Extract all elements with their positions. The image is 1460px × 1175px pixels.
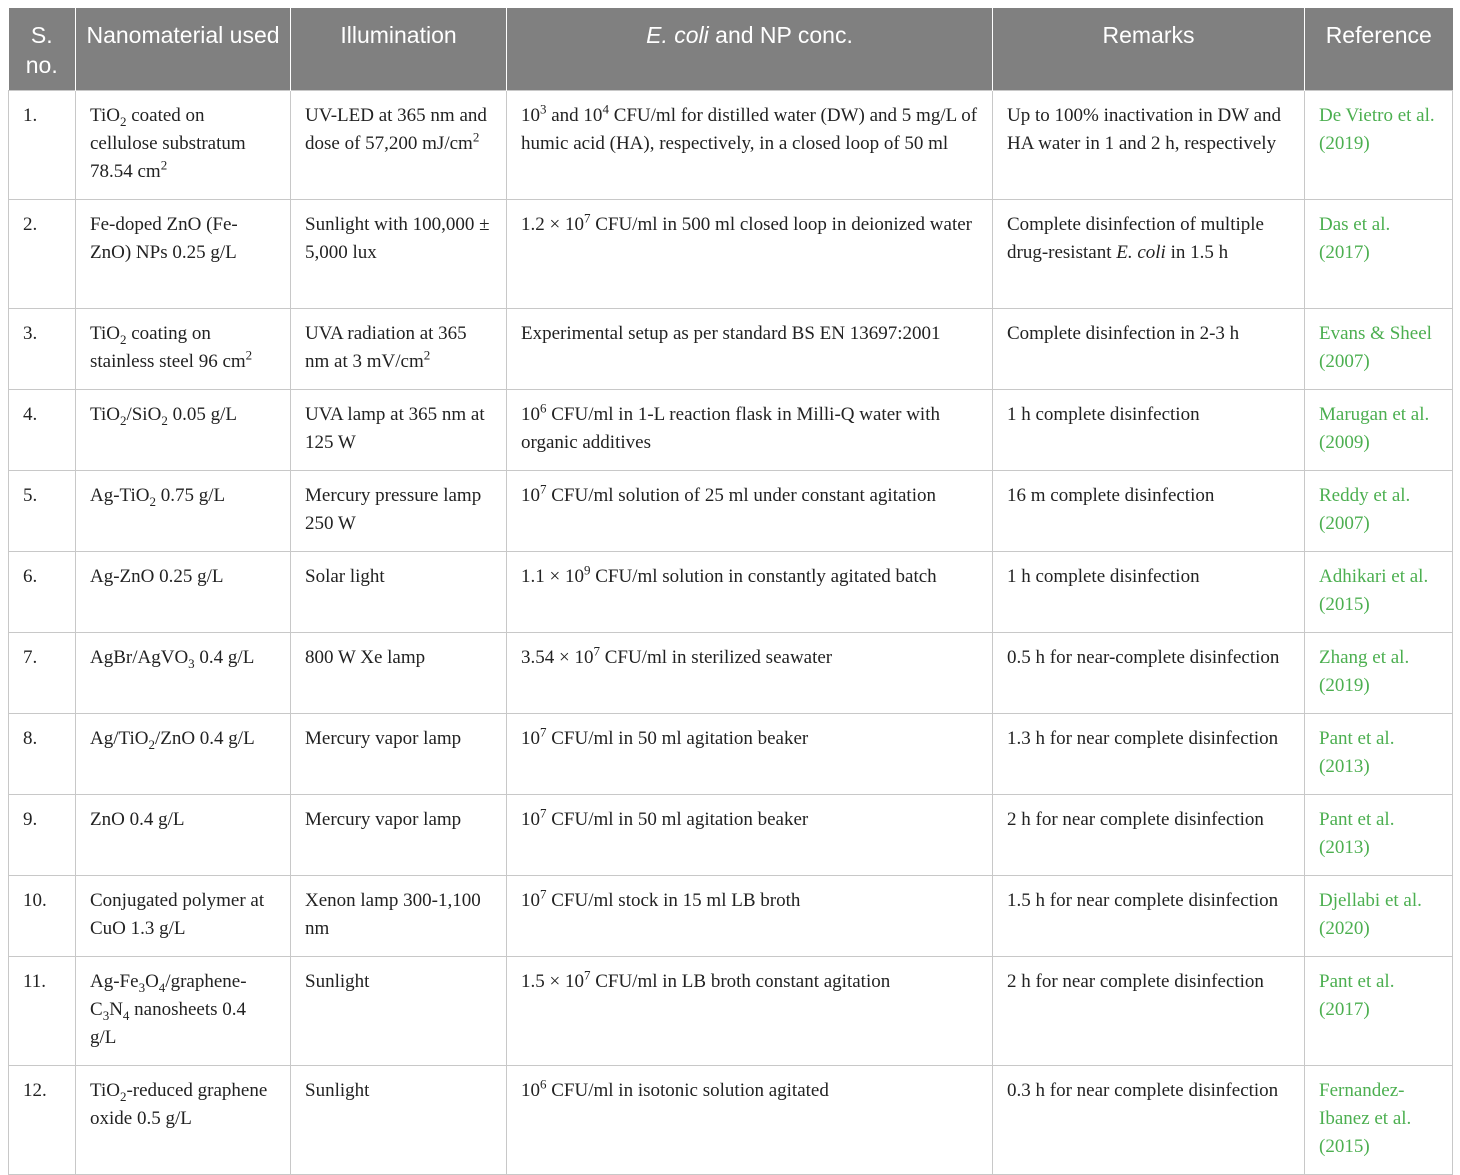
subscript: 2 [161,412,168,428]
cell-concentration: $10^7$ CFU/ml in 50 ml agitation beaker [507,714,993,795]
cell-illumination: Xenon lamp 300-1,100 nm [291,876,507,957]
cell-remarks: 0.5 h for near-complete disinfection [993,633,1305,714]
superscript: 4 [602,101,609,117]
cell-reference[interactable]: Adhikari et al. (2015) [1305,552,1453,633]
cell-concentration: $1.1 \times 10^9$ CFU/ml solution in constantly agitated batch [507,552,993,633]
cell-reference[interactable]: Evans & Sheel (2007) [1305,309,1453,390]
cell-illumination: Solar light [291,552,507,633]
cell-sno: 6. [9,552,76,633]
cell-sno: 10. [9,876,76,957]
superscript: 2 [245,347,253,363]
cell-nanomaterial: TiO$_2$/SiO$_2$ 0.05 g/L [76,390,291,471]
cell-concentration: $10^6$ CFU/ml in 1-L reaction flask in Milli-Q water with organic additives [507,390,993,471]
cell-nanomaterial: TiO$_2$-reduced graphene oxide 0.5 g/L [76,1066,291,1175]
cell-sno: 7. [9,633,76,714]
superscript: 7 [583,967,591,983]
superscript: 7 [540,886,547,902]
cell-illumination: UVA radiation at 365 nm at 3 $mV/cm^2$ [291,309,507,390]
header-reference: Reference [1305,8,1453,91]
cell-remarks: Complete disinfection in 2-3 h [993,309,1305,390]
superscript: 3 [540,101,547,117]
subscript: 4 [158,979,166,995]
cell-sno: 8. [9,714,76,795]
cell-sno: 9. [9,795,76,876]
header-row [9,8,1453,91]
table-row [9,309,1453,390]
cell-reference[interactable]: Djellabi et al. (2020) [1305,876,1453,957]
subscript: 2 [149,493,156,509]
subscript: 2 [119,412,127,428]
cell-remarks: 1 h complete disinfection [993,552,1305,633]
cell-reference[interactable]: Zhang et al. (2019) [1305,633,1453,714]
superscript: 2 [423,347,431,363]
subscript: 2 [119,331,127,347]
cell-reference[interactable]: Pant et al. (2017) [1305,957,1453,1066]
cell-remarks: Up to 100% inactivation in DW and HA water in 1 and 2 h, respectively [993,91,1305,200]
cell-reference[interactable]: Marugan et al. (2009) [1305,390,1453,471]
cell-nanomaterial: Ag-ZnO 0.25 g/L [76,552,291,633]
cell-remarks: 1.3 h for near complete disinfection [993,714,1305,795]
cell-sno: 5. [9,471,76,552]
superscript: 7 [540,481,547,497]
cell-reference[interactable]: Pant et al. (2013) [1305,714,1453,795]
cell-reference[interactable]: Reddy et al. (2007) [1305,471,1453,552]
cell-concentration: $10^6$ CFU/ml in isotonic solution agitated [507,1066,993,1175]
cell-remarks: 1.5 h for near complete disinfection [993,876,1305,957]
header-sno: S. no. [9,8,76,91]
table-row [9,714,1453,795]
table-row [9,91,1453,200]
superscript: 7 [593,643,600,659]
header-remarks: Remarks [993,8,1305,91]
cell-nanomaterial: Ag/TiO$_2$/ZnO 0.4 g/L [76,714,291,795]
cell-nanomaterial: Fe-doped ZnO (Fe-ZnO) NPs 0.25 g/L [76,200,291,309]
cell-concentration: $10^7$ CFU/ml solution of 25 ml under constant agitation [507,471,993,552]
subscript: 2 [148,736,155,752]
cell-concentration: $3.54 \times 10^7$ CFU/ml in sterilized seawater [507,633,993,714]
cell-illumination: Mercury vapor lamp [291,795,507,876]
cell-reference[interactable]: De Vietro et al. (2019) [1305,91,1453,200]
cell-nanomaterial: ZnO 0.4 g/L [76,795,291,876]
cell-sno: 3. [9,309,76,390]
superscript: 6 [540,400,547,416]
table-row [9,390,1453,471]
cell-illumination: UVA lamp at 365 nm at 125 W [291,390,507,471]
cell-nanomaterial: TiO$_2$ coated on cellulose substratum 78.54 $cm^2$ [76,91,291,200]
cell-illumination: Mercury pressure lamp 250 W [291,471,507,552]
superscript: 7 [540,724,547,740]
subscript: 4 [122,1007,130,1023]
subscript: 3 [138,979,146,995]
table-row [9,876,1453,957]
header-nanomaterial: Nanomaterial used [76,8,291,91]
cell-sno: 12. [9,1066,76,1175]
cell-illumination: Sunlight [291,957,507,1066]
cell-remarks: 16 m complete disinfection [993,471,1305,552]
data-table [8,8,1453,1175]
cell-illumination: UV-LED at 365 nm and dose of 57,200 $mJ/cm^2$ [291,91,507,200]
cell-concentration: $1.2 \times 10^7$ CFU/ml in 500 ml closed loop in deionized water [507,200,993,309]
table-row [9,795,1453,876]
cell-nanomaterial: Conjugated polymer at CuO 1.3 g/L [76,876,291,957]
cell-concentration: $10^7$ CFU/ml in 50 ml agitation beaker [507,795,993,876]
header-illumination: Illumination [291,8,507,91]
cell-sno: 11. [9,957,76,1066]
table-row [9,200,1453,309]
cell-remarks: 1 h complete disinfection [993,390,1305,471]
cell-nanomaterial: TiO$_2$ coating on stainless steel 96 $cm^2$ [76,309,291,390]
cell-remarks: 2 h for near complete disinfection [993,957,1305,1066]
cell-illumination: Sunlight [291,1066,507,1175]
superscript: 7 [540,805,547,821]
subscript: 2 [119,113,127,129]
subscript: 3 [188,655,195,671]
cell-illumination: Mercury vapor lamp [291,714,507,795]
cell-remarks: 2 h for near complete disinfection [993,795,1305,876]
table-row [9,1066,1453,1175]
superscript: 7 [583,210,591,226]
table-row [9,957,1453,1066]
cell-concentration: $10^3$ and $10^4$ CFU/ml for distilled water (DW) and 5 mg/L of humic acid (HA), respectively, in a closed loop of 50 ml [507,91,993,200]
header-concentration [507,8,993,91]
superscript: 2 [160,157,168,173]
cell-illumination: 800 W Xe lamp [291,633,507,714]
italic-text: E. coli [1116,242,1166,263]
superscript: 9 [583,562,591,578]
cell-reference[interactable]: Das et al. (2017) [1305,200,1453,309]
table-row [9,552,1453,633]
cell-sno: 2. [9,200,76,309]
cell-sno: 4. [9,390,76,471]
cell-nanomaterial: Ag-TiO$_2$ 0.75 g/L [76,471,291,552]
cell-sno: 1. [9,91,76,200]
cell-remarks: Complete disinfection of multiple drug-resistant E. coli in 1.5 h [993,200,1305,309]
subscript: 3 [102,1007,110,1023]
cell-concentration: Experimental setup as per standard BS EN 13697:2001 [507,309,993,390]
cell-illumination: Sunlight with 100,000 ± 5,000 lux [291,200,507,309]
cell-nanomaterial: AgBr/AgVO$_3$ 0.4 g/L [76,633,291,714]
header-ecoli-italic: E. coli [646,22,709,48]
cell-remarks: 0.3 h for near complete disinfection [993,1066,1305,1175]
cell-nanomaterial: $Ag-Fe_3O_4/graphene-C_3N_4$ nanosheets 0.4 g/L [76,957,291,1066]
cell-reference[interactable]: Pant et al. (2013) [1305,795,1453,876]
cell-concentration: $1.5 \times 10^7$ CFU/ml in LB broth constant agitation [507,957,993,1066]
superscript: 6 [540,1076,547,1092]
superscript: 2 [472,129,480,145]
subscript: 2 [119,1088,127,1104]
cell-reference[interactable]: Fernandez-Ibanez et al. (2015) [1305,1066,1453,1175]
cell-concentration: $10^7$ CFU/ml stock in 15 ml LB broth [507,876,993,957]
table-row [9,471,1453,552]
header-conc-rest: and NP conc. [708,22,853,48]
table-row [9,633,1453,714]
